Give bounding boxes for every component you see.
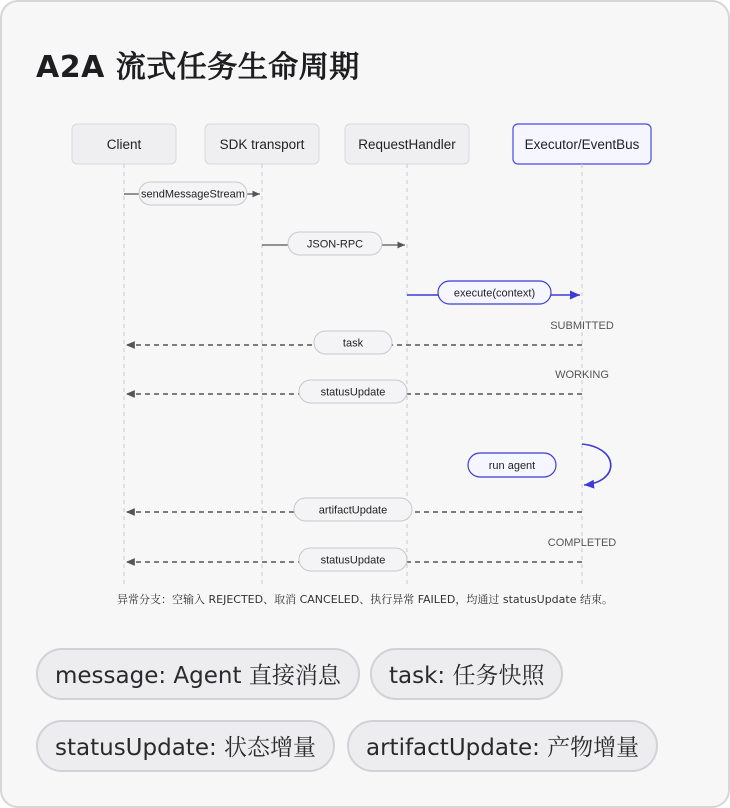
actor-sdk-transport bbox=[205, 124, 319, 164]
actor-executor-eventbus bbox=[513, 124, 651, 164]
message-artifact-update bbox=[126, 498, 582, 521]
message-task bbox=[126, 331, 582, 354]
message-execute-context bbox=[407, 281, 580, 304]
message-label: execute(context) bbox=[453, 287, 536, 300]
message-status-update-working bbox=[126, 380, 582, 403]
actor-label: RequestHandler bbox=[358, 137, 456, 152]
tag-task: task: 任务快照 bbox=[370, 648, 563, 700]
message-label: task bbox=[342, 337, 364, 350]
message-label: run agent bbox=[488, 460, 536, 472]
state-label-submitted: SUBMITTED bbox=[550, 320, 614, 332]
state-label-working: WORKING bbox=[555, 369, 609, 381]
message-send-message-stream bbox=[124, 182, 260, 205]
actor-label: SDK transport bbox=[219, 137, 305, 152]
sequence-diagram bbox=[2, 2, 728, 642]
message-label: statusUpdate bbox=[320, 386, 386, 399]
exception-note: 异常分支：空输入 REJECTED、取消 CANCELED、执行异常 FAILED，均通过 statusUpdate 结束。 bbox=[117, 593, 613, 606]
actor-label: Client bbox=[106, 137, 142, 152]
message-label: artifactUpdate bbox=[318, 504, 388, 517]
tag-message: message: Agent 直接消息 bbox=[36, 648, 360, 700]
message-label: JSON-RPC bbox=[306, 238, 364, 251]
message-label: sendMessageStream bbox=[141, 188, 245, 201]
message-label: statusUpdate bbox=[320, 554, 386, 567]
actor-request-handler bbox=[345, 124, 469, 164]
actor-client bbox=[72, 124, 176, 164]
page-title: A2A 流式任务生命周期 bbox=[36, 50, 360, 85]
tag-status-update: statusUpdate: 状态增量 bbox=[36, 720, 335, 772]
state-label-completed: COMPLETED bbox=[547, 537, 617, 549]
message-status-update-completed bbox=[126, 548, 582, 571]
actor-label: Executor/EventBus bbox=[524, 137, 640, 152]
message-run-agent bbox=[468, 444, 611, 485]
message-json-rpc bbox=[262, 232, 405, 255]
tag-artifact-update: artifactUpdate: 产物增量 bbox=[347, 720, 658, 772]
